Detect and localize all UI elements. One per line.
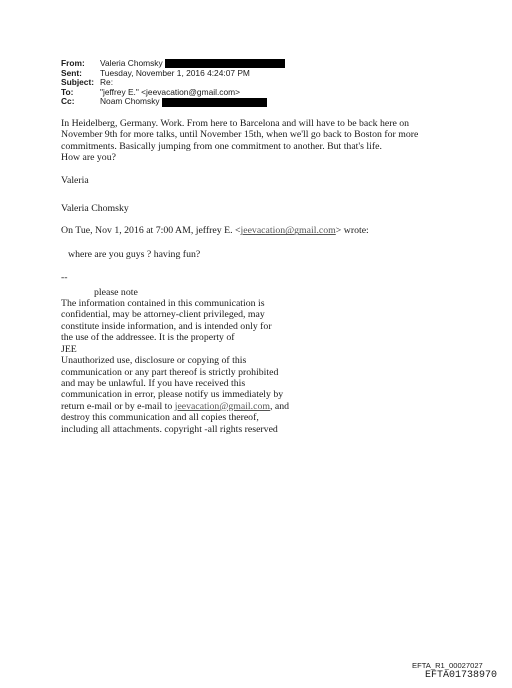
email-link[interactable]: jeevacation@gmail.com — [240, 225, 336, 237]
redaction-bar — [162, 98, 267, 107]
please-note: please note — [94, 286, 138, 298]
email-header — [61, 59, 285, 107]
email-body — [61, 118, 461, 435]
redaction-bar — [165, 59, 285, 68]
cc-label: Cc: — [61, 96, 75, 107]
quoted-message: where are you guys ? having fun? — [68, 248, 201, 260]
bates-number-2: EFTA01738970 — [425, 670, 498, 681]
subject-value: Re: — [100, 77, 114, 88]
bates-number-1: EFTA_R1_00027027 — [412, 661, 483, 670]
cc-value: Noam Chomsky — [100, 96, 160, 107]
to-value: "jeffrey E." <jeevacation@gmail.com> — [100, 86, 240, 97]
message-paragraph: In Heidelberg, Germany. Work. From here to Barcelona and will have to be back here on November 9th for more talks, until November 15th, when we'll go back to Boston for more commitments. Basically jumping from one commitment to another. But that's life. How are you? — [61, 118, 419, 164]
cc-row — [61, 97, 285, 107]
sent-value: Tuesday, November 1, 2016 4:24:07 PM — [100, 67, 250, 78]
subject-label: Subject: — [61, 77, 95, 88]
signature: Valeria Chomsky — [61, 203, 129, 215]
sent-label: Sent: — [61, 67, 82, 78]
to-label: To: — [61, 86, 74, 97]
signoff: Valeria — [61, 174, 89, 186]
email-link[interactable]: jeevacation@gmail.com — [174, 400, 270, 412]
sent-row — [61, 69, 285, 79]
from-value: Valeria Chomsky — [100, 58, 163, 68]
from-label: From: — [61, 58, 85, 68]
signature-separator: -- — [61, 272, 68, 284]
disclaimer: The information contained in this communication is confidential, may be attorney-client privileged, may constitute inside information, and is intended only for the use of the addressee. It is the property of JEE Unauthorized use, disclosure or copying of this communication or any part thereof is strictly prohibited and may be unlawful. If you have received this communication in error, please notify us immediately by return e-mail or by e-mail to jeevacation@gmail.com, and destroy this communication and all copies thereof, including all attachments. copyright -all rights reserved — [61, 298, 290, 435]
to-row — [61, 88, 285, 98]
reply-intro: On Tue, Nov 1, 2016 at 7:00 AM, jeffrey E. <jeevacation@gmail.com> wrote: — [61, 225, 369, 237]
